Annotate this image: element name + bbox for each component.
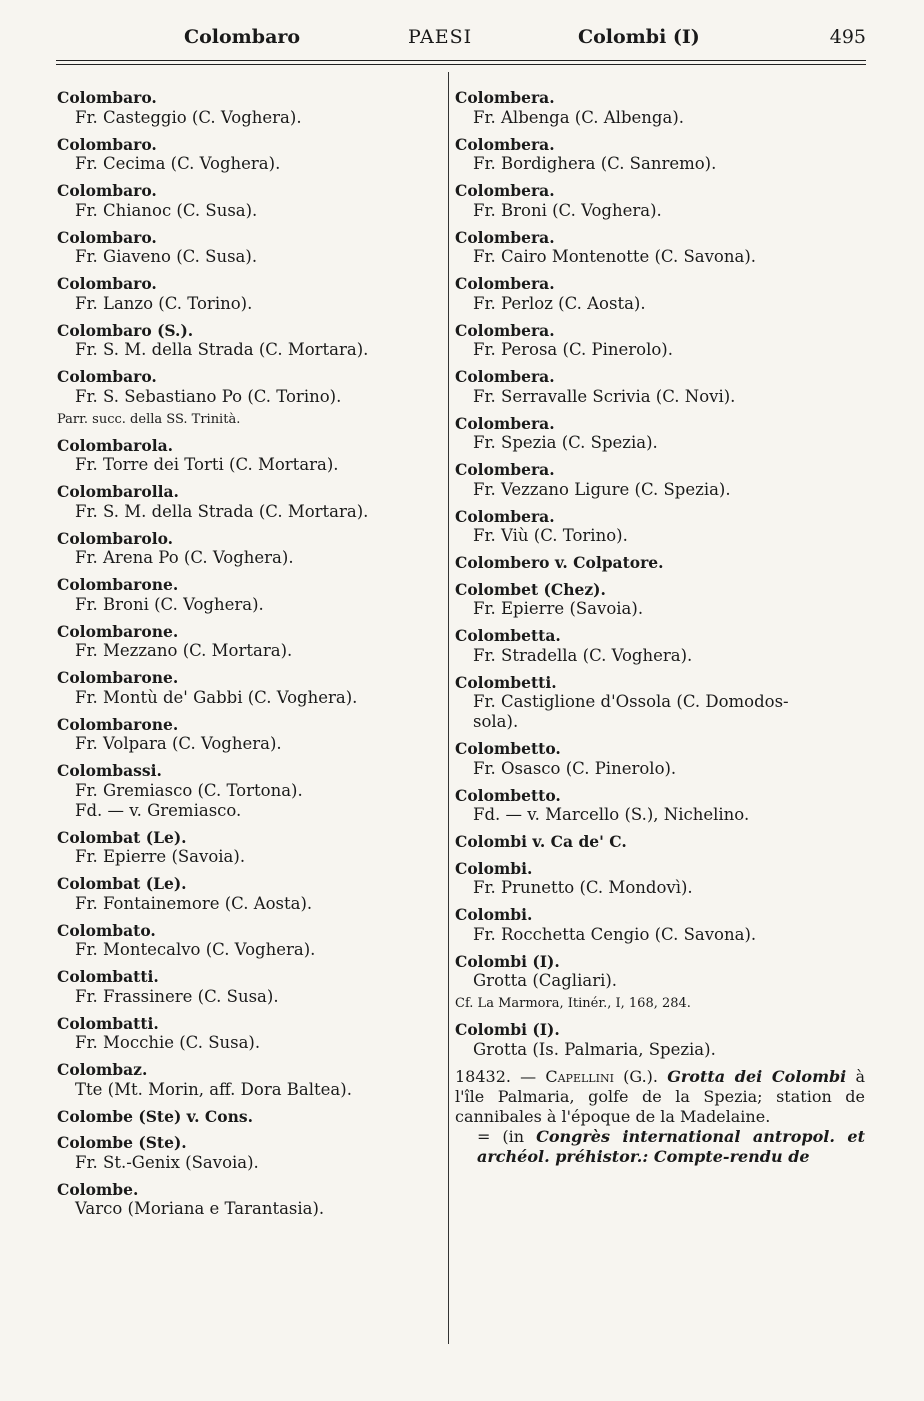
entry-note: Parr. succ. della SS. Trinità. xyxy=(57,411,241,427)
bib-cont-prefix: = (in xyxy=(477,1126,525,1146)
entry-headword: Colombera. xyxy=(455,88,555,107)
running-head-left: Colombaro xyxy=(184,26,301,48)
gazetteer-entry xyxy=(57,1107,439,1127)
running-head-right: Colombi (I) xyxy=(578,26,700,48)
entry-location: Fr. Stradella (C. Voghera). xyxy=(473,645,693,665)
entry-headword: Colombaro. xyxy=(57,134,157,154)
entry-location: Fr. Perloz (C. Aosta). xyxy=(473,293,646,313)
entry-headword: Colombat (Le). xyxy=(57,874,187,893)
entry-headword: Colombera. xyxy=(455,134,555,154)
entry-headword: Colombarolo. xyxy=(57,528,174,548)
entry-headword: Colombera. xyxy=(455,460,555,479)
gazetteer-entry xyxy=(57,321,439,361)
entry-location: Fr. Lanzo (C. Torino). xyxy=(75,293,253,313)
gazetteer-entry xyxy=(455,414,865,454)
entry-location: Grotta (Cagliari). xyxy=(473,971,618,990)
entry-headword: Colombi. xyxy=(455,905,533,924)
entry-headword: Colombera. xyxy=(455,227,555,247)
entry-headword: Colombassi. xyxy=(57,761,162,780)
gazetteer-entry xyxy=(455,460,865,500)
entry-location: Fr. Castiglione d'Ossola (C. Domodos- xyxy=(473,692,789,711)
entry-headword: Colombetto. xyxy=(455,739,561,758)
gazetteer-entry xyxy=(455,181,865,221)
gazetteer-entry xyxy=(57,274,439,314)
entry-location: Fr. Montù de' Gabbi (C. Voghera). xyxy=(75,687,358,707)
entry-headword: Colombera. xyxy=(455,413,555,433)
right-column xyxy=(455,88,865,1174)
entry-headword: Colombera. xyxy=(455,181,555,200)
entry-headword: Colombat (Le). xyxy=(57,827,187,847)
gazetteer-entry xyxy=(455,580,865,620)
entry-location: Fr. Prunetto (C. Mondovì). xyxy=(473,878,693,897)
entry-headword: Colombarolla. xyxy=(57,482,179,501)
entry-location: Fr. Cecima (C. Voghera). xyxy=(75,154,281,173)
gazetteer-entry xyxy=(57,1133,439,1173)
entry-location: Fr. Torre dei Torti (C. Mortara). xyxy=(75,455,339,474)
entry-location: Grotta (Is. Palmaria, Spezia). xyxy=(473,1039,716,1059)
page-header xyxy=(56,22,866,62)
entry-location: Fr. Broni (C. Voghera). xyxy=(75,594,264,614)
column-divider xyxy=(448,72,449,1344)
entry-location: Fr. Mezzano (C. Mortara). xyxy=(75,641,293,660)
gazetteer-entry xyxy=(455,739,865,779)
entry-location: Fr. Osasco (C. Pinerolo). xyxy=(473,758,677,778)
running-head-center: PAESI xyxy=(408,26,473,48)
gazetteer-entry xyxy=(57,135,439,175)
entry-headword: Colombarone. xyxy=(57,621,179,641)
gazetteer-entry xyxy=(57,967,439,1007)
entry-headword: Colombera. xyxy=(455,274,555,293)
entry-location: Varco (Moriana e Tarantasia). xyxy=(75,1199,325,1218)
entry-headword: Colombaz. xyxy=(57,1060,148,1079)
entry-location: Fr. Bordighera (C. Sanremo). xyxy=(473,154,717,173)
entry-location: Fr. Epierre (Savoia). xyxy=(75,847,246,866)
entry-location: Fr. Rocchetta Cengio (C. Savona). xyxy=(473,924,757,944)
gazetteer-entry xyxy=(455,905,865,945)
gazetteer-entry xyxy=(455,507,865,547)
gazetteer-entry xyxy=(57,828,439,868)
entry-headword: Colombarone. xyxy=(57,668,179,687)
entry-location: Fd. — v. Gremiasco. xyxy=(75,800,242,820)
entry-headword: Colombaro. xyxy=(57,227,157,247)
gazetteer-entry xyxy=(455,952,865,1014)
gazetteer-entry xyxy=(57,921,439,961)
gazetteer-entry xyxy=(455,553,865,573)
gazetteer-entry xyxy=(455,626,865,666)
entry-headword: Colombaro. xyxy=(57,367,157,386)
entry-headword: Colombetta. xyxy=(455,626,561,645)
gazetteer-entry xyxy=(57,1180,439,1220)
entry-headword: Colombarone. xyxy=(57,714,179,734)
entry-headword: Colombero v. Colpatore. xyxy=(455,553,664,572)
gazetteer-entry xyxy=(57,1014,439,1054)
gazetteer-entry xyxy=(57,529,439,569)
left-column xyxy=(57,88,439,1226)
entry-headword: Colombera. xyxy=(455,320,555,340)
entry-location: Fr. Fontainemore (C. Aosta). xyxy=(75,893,313,913)
bib-continuation xyxy=(455,1127,865,1167)
entry-location: Fr. St.-Genix (Savoia). xyxy=(75,1152,259,1172)
header-rule-bottom xyxy=(56,64,866,65)
gazetteer-entry xyxy=(57,482,439,522)
entry-location: Fr. Montecalvo (C. Voghera). xyxy=(75,940,316,959)
bib-author-initial: (G.). xyxy=(623,1066,658,1086)
bib-text: 18432. — Capellini (G.). Grotta dei Colombi à l'île Palmaria, golfe de la Spezia; station de cannibales à l'époque de la Madelaine. = (in Congrès international antropol. et archéol. préhistor.: Compte-rendu de xyxy=(455,1066,866,1166)
entry-headword: Colombi. xyxy=(455,858,533,878)
gazetteer-entry xyxy=(57,1060,439,1100)
gazetteer-entry xyxy=(455,88,865,128)
entry-location: Fr. Frassinere (C. Susa). xyxy=(75,986,279,1006)
gazetteer-entry xyxy=(455,274,865,314)
entry-location: Fr. S. Sebastiano Po (C. Torino). xyxy=(75,386,342,406)
gazetteer-entry xyxy=(57,228,439,268)
gazetteer-entry xyxy=(455,321,865,361)
entry-headword: Colombatti. xyxy=(57,1013,159,1033)
bib-entry xyxy=(455,1067,865,1167)
entry-location: Fr. Chianoc (C. Susa). xyxy=(75,200,258,220)
gazetteer-entry xyxy=(57,436,439,476)
header-rule-top xyxy=(56,60,866,61)
entry-headword: Colombetto. xyxy=(455,785,561,805)
entry-headword: Colombi (I). xyxy=(455,1020,560,1039)
gazetteer-entry xyxy=(57,367,439,429)
gazetteer-entry xyxy=(57,88,439,128)
entry-location: Fr. Cairo Montenotte (C. Savona). xyxy=(473,247,757,266)
entry-location: Fr. S. M. della Strada (C. Mortara). xyxy=(75,501,369,521)
entry-location: Fr. Giaveno (C. Susa). xyxy=(75,247,258,266)
entry-headword: Colombarone. xyxy=(57,575,179,594)
gazetteer-entry xyxy=(57,622,439,662)
entry-location: Fr. Mocchie (C. Susa). xyxy=(75,1033,261,1052)
bib-title: Grotta dei Colombi xyxy=(667,1066,847,1086)
entry-headword: Colombaro (S.). xyxy=(57,320,194,340)
gazetteer-entry xyxy=(57,575,439,615)
entry-headword: Colombi v. Ca de' C. xyxy=(455,832,627,851)
gazetteer-entry xyxy=(455,786,865,826)
entry-headword: Colombaro. xyxy=(57,88,157,107)
entry-headword: Colombet (Chez). xyxy=(455,579,606,599)
entry-location: Fr. Arena Po (C. Voghera). xyxy=(75,548,294,567)
gazetteer-entry xyxy=(57,181,439,221)
entry-headword: Colombera. xyxy=(455,367,555,386)
bib-cont-title: Congrès international antropol. et archéol. préhistor.: Compte-rendu de xyxy=(477,1126,865,1166)
gazetteer-entry xyxy=(57,761,439,821)
entry-location: Fd. — v. Marcello (S.), Nichelino. xyxy=(473,805,750,824)
entry-location: Fr. Perosa (C. Pinerolo). xyxy=(473,340,673,359)
entry-location: Tte (Mt. Morin, aff. Dora Baltea). xyxy=(75,1079,352,1099)
gazetteer-entry xyxy=(455,673,865,733)
gazetteer-entry xyxy=(455,832,865,852)
bib-number: 18432. xyxy=(455,1066,511,1086)
entry-headword: Colombi (I). xyxy=(455,951,560,971)
page-number: 495 xyxy=(829,26,866,48)
entry-location: Fr. Gremiasco (C. Tortona). xyxy=(75,780,303,800)
entry-headword: Colombaro. xyxy=(57,181,157,200)
entry-location: Fr. Vezzano Ligure (C. Spezia). xyxy=(473,479,731,499)
bib-description: à l'île Palmaria, golfe de la Spezia; station de cannibales à l'époque de la Madelaine. xyxy=(455,1066,866,1126)
entry-location: Fr. Broni (C. Voghera). xyxy=(473,200,662,220)
entry-location: Fr. Spezia (C. Spezia). xyxy=(473,433,658,452)
gazetteer-entry xyxy=(455,1020,865,1060)
entry-headword: Colombarola. xyxy=(57,435,174,455)
gazetteer-entry xyxy=(455,859,865,899)
entry-location: sola). xyxy=(473,712,519,731)
entry-headword: Colombe. xyxy=(57,1179,139,1199)
entry-headword: Colombera. xyxy=(455,506,555,526)
bib-author: Capellini xyxy=(545,1066,614,1086)
entry-location: Fr. Viù (C. Torino). xyxy=(473,526,628,545)
entry-location: Fr. Casteggio (C. Voghera). xyxy=(75,107,302,127)
entry-location: Fr. Volpara (C. Voghera). xyxy=(75,734,282,753)
entry-headword: Colombato. xyxy=(57,920,156,940)
entry-note: Cf. La Marmora, Itinér., I, 168, 284. xyxy=(455,996,691,1011)
entry-headword: Colombe (Ste) v. Cons. xyxy=(57,1106,253,1126)
entry-location: Fr. Serravalle Scrivia (C. Novi). xyxy=(473,386,736,406)
entry-headword: Colombe (Ste). xyxy=(57,1133,187,1152)
gazetteer-entry xyxy=(57,715,439,755)
entry-location: Fr. Epierre (Savoia). xyxy=(473,599,644,618)
entry-headword: Colombetti. xyxy=(455,672,557,692)
entry-location: Fr. Albenga (C. Albenga). xyxy=(473,107,684,127)
gazetteer-entry xyxy=(57,874,439,914)
entry-location: Fr. S. M. della Strada (C. Mortara). xyxy=(75,340,369,359)
gazetteer-entry xyxy=(455,367,865,407)
gazetteer-entry xyxy=(455,135,865,175)
entry-headword: Colombatti. xyxy=(57,967,159,986)
gazetteer-entry xyxy=(57,668,439,708)
gazetteer-entry xyxy=(455,228,865,268)
entry-headword: Colombaro. xyxy=(57,274,157,293)
